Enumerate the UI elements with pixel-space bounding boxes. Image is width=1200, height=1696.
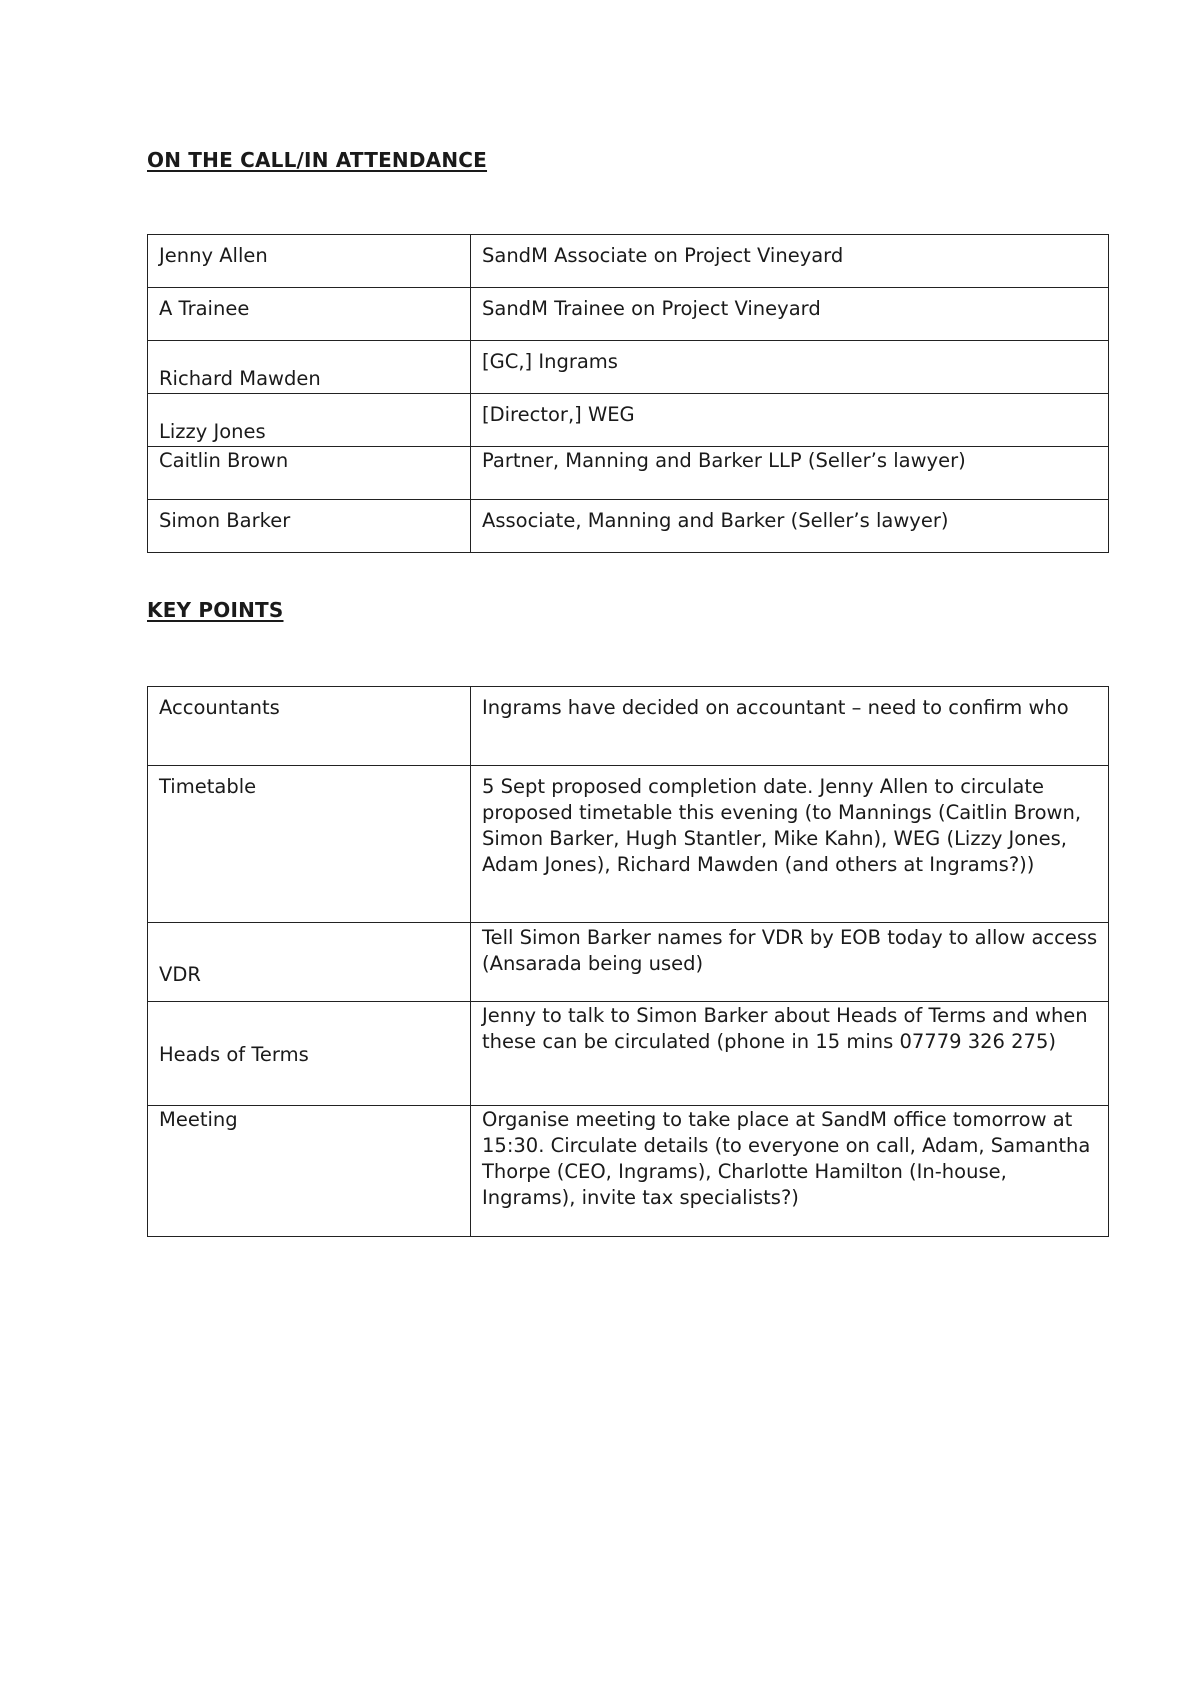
table-row (148, 1002, 1109, 1106)
attendee-name: Simon Barker (148, 500, 471, 553)
table-row (148, 341, 1109, 394)
table-row (148, 766, 1109, 923)
table-row (148, 1106, 1109, 1237)
key-point-detail: Tell Simon Barker names for VDR by EOB today to allow access (Ansarada being used) (471, 923, 1109, 1002)
table-row (148, 500, 1109, 553)
key-point-detail: 5 Sept proposed completion date. Jenny Allen to circulate proposed timetable this evening (to Mannings (Caitlin Brown, Simon Barker, Hugh Stantler, Mike Kahn), WEG (Lizzy Jones, Adam Jones), Richard Mawden (and others at Ingrams?)) (471, 766, 1109, 923)
key-point-detail: Jenny to talk to Simon Barker about Heads of Terms and when these can be circulated (phone in 15 mins 07779 326 275) (471, 1002, 1109, 1106)
key-point-topic: Heads of Terms (148, 1002, 471, 1106)
key-points-heading: KEY POINTS (147, 598, 284, 622)
table-row (148, 687, 1109, 766)
key-point-topic: Timetable (148, 766, 471, 923)
attendee-name: Jenny Allen (148, 235, 471, 288)
key-points-table (147, 686, 1109, 1237)
attendee-role: Partner, Manning and Barker LLP (Seller’s lawyer) (471, 447, 1109, 500)
attendee-name: Richard Mawden (148, 341, 471, 394)
table-row (148, 235, 1109, 288)
key-point-detail: Organise meeting to take place at SandM office tomorrow at 15:30. Circulate details (to everyone on call, Adam, Samantha Thorpe (CEO, Ingrams), Charlotte Hamilton (In-house, Ingrams), invite tax specialists?) (471, 1106, 1109, 1237)
table-row (148, 288, 1109, 341)
attendee-name: Caitlin Brown (148, 447, 471, 500)
key-point-topic: Accountants (148, 687, 471, 766)
attendee-role: SandM Trainee on Project Vineyard (471, 288, 1109, 341)
attendee-role: SandM Associate on Project Vineyard (471, 235, 1109, 288)
attendance-heading: ON THE CALL/IN ATTENDANCE (147, 148, 488, 172)
attendee-role: [GC,] Ingrams (471, 341, 1109, 394)
key-point-detail: Ingrams have decided on accountant – need to confirm who (471, 687, 1109, 766)
attendee-role: [Director,] WEG (471, 394, 1109, 447)
table-row (148, 394, 1109, 447)
attendance-table (147, 234, 1109, 553)
attendee-role: Associate, Manning and Barker (Seller’s lawyer) (471, 500, 1109, 553)
key-point-topic: Meeting (148, 1106, 471, 1237)
key-point-topic: VDR (148, 923, 471, 1002)
table-row (148, 923, 1109, 1002)
attendee-name: Lizzy Jones (148, 394, 471, 447)
table-row (148, 447, 1109, 500)
attendee-name: A Trainee (148, 288, 471, 341)
